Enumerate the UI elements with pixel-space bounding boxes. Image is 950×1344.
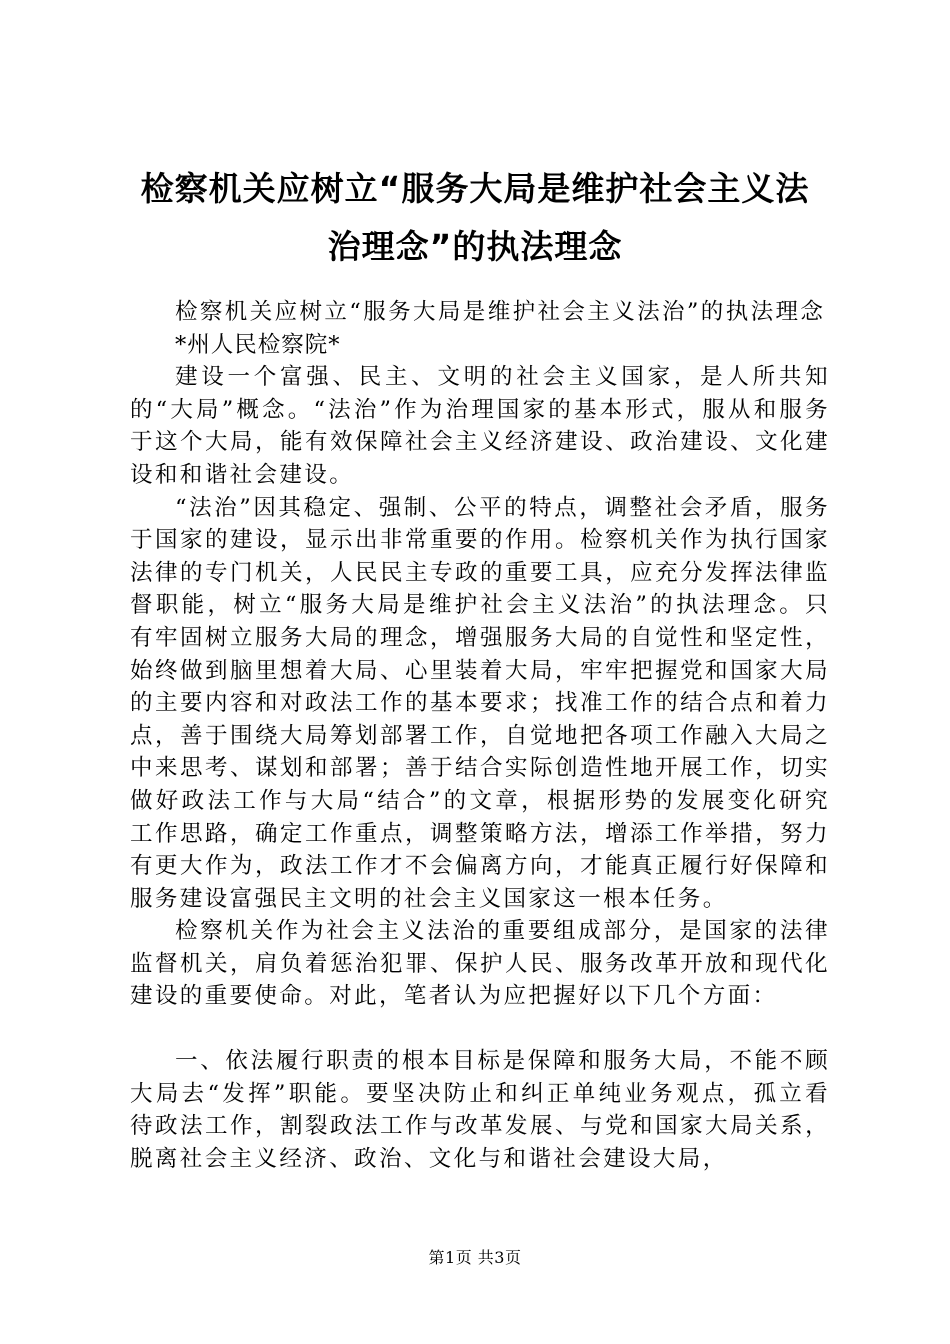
page-footer: 第1页 共3页 <box>428 1248 522 1267</box>
body-paragraph-3: 检察机关作为社会主义法治的重要组成部分，是国家的法律监督机关，肩负着惩治犯罪、保护人民、服务改革开放和现代化建设的重要使命。对此，笔者认为应把握好以下几个方面： <box>130 918 830 1010</box>
document-title <box>118 160 832 276</box>
organization-line: *州人民检察院* <box>175 331 341 358</box>
document-body <box>130 296 830 1175</box>
title-line-2: 治理念”的执法理念 <box>327 227 623 266</box>
body-paragraph-2: “法治”因其稳定、强制、公平的特点，调整社会矛盾，服务于国家的建设，显示出非常重要的作用。检察机关作为执行国家法律的专门机关，人民民主专政的重要工具，应充分发挥法律监督职能，树立“服务大局是维护社会主义法治”的执法理念。只有牢固树立服务大局的理念，增强服务大局的自觉性和坚定性，始终做到脑里想着大局、心里装着大局，牢牢把握党和国家大局的主要内容和对政法工作的基本要求；找准工作的结合点和着力点，善于围绕大局筹划部署工作，自觉地把各项工作融入大局之中来思考、谋划和部署；善于结合实际创造性地开展工作，切实做好政法工作与大局“结合”的文章，根据形势的发展变化研究工作思路，确定工作重点，调整策略方法，增添工作举措，努力有更大作为，政法工作才不会偏离方向，才能真正履行好保障和服务建设富强民主文明的社会主义国家这一根本任务。 <box>130 494 830 912</box>
body-paragraph-4: 一、依法履行职责的根本目标是保障和服务大局，不能不顾大局去“发挥”职能。要坚决防止和纠正单纯业务观点，孤立看待政法工作，割裂政法工作与改革发展、与党和国家大局关系，脱离社会主义经济、政治、文化与和谐社会建设大局， <box>130 1048 830 1172</box>
body-paragraph-1: 建设一个富强、民主、文明的社会主义国家，是人所共知的“大局”概念。“法治”作为治理国家的基本形式，服从和服务于这个大局，能有效保障社会主义经济建设、政治建设、文化建设和和谐社会建设。 <box>130 364 830 488</box>
subtitle-paragraph: 检察机关应树立“服务大局是维护社会主义法治”的执法理念 <box>175 299 826 325</box>
title-line-1: 检察机关应树立“服务大局是维护社会主义法 <box>140 169 810 208</box>
paragraph-spacer <box>130 1013 830 1045</box>
